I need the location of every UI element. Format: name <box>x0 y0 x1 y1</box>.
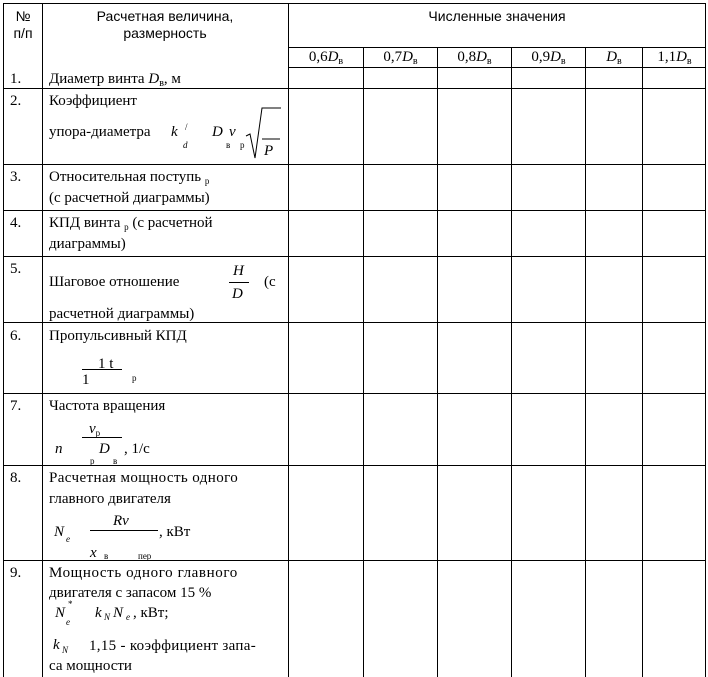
formula-subscript: в <box>104 551 109 561</box>
row-8-label-cont: главного двигателя <box>49 491 171 507</box>
fraction-bar <box>229 282 249 283</box>
row-2-label-cont: упора-диаметра <box>49 124 151 140</box>
row-8-label: Расчетная мощность одного <box>49 470 239 486</box>
formula-subscript: e <box>66 617 70 627</box>
fraction-bar <box>82 437 122 438</box>
formula-symbol: D <box>212 124 223 140</box>
formula-symbol: N <box>54 524 65 540</box>
row-number: 1. <box>10 71 22 87</box>
header-num-label: № п/п <box>13 8 33 41</box>
formula-subscript: d <box>183 140 188 150</box>
fraction-bar <box>90 530 158 531</box>
formula-symbol: H <box>233 263 244 279</box>
formula-denominator: D <box>99 441 110 457</box>
column-header: $0,7D_в$ <box>383 49 418 67</box>
row-number: 7. <box>10 398 22 414</box>
row-6-label: Пропульсивный КПД <box>49 328 187 344</box>
row-7-label: Частота вращения <box>49 398 166 414</box>
column-header: $1,1D_в$ <box>657 49 692 67</box>
formula-numerator: 1 t <box>98 356 114 372</box>
formula-symbol: k <box>171 124 178 140</box>
row-9-label: Мощность одного главного <box>49 565 238 581</box>
formula-unit: , 1/с <box>124 441 150 457</box>
formula-subscript: e <box>126 612 130 622</box>
row-number: 3. <box>10 169 22 185</box>
formula-symbol: k <box>95 605 102 621</box>
row-5-label-paren: (с <box>264 274 276 290</box>
row-number: 9. <box>10 565 22 581</box>
row-number: 2. <box>10 93 22 109</box>
row-2-label: Коэффициент <box>49 93 137 109</box>
column-header: $0,8D_в$ <box>457 49 492 67</box>
formula-subscript: N <box>104 612 111 622</box>
formula-symbol: / <box>185 122 188 132</box>
row-4-label: КПД винта $_р$ (с расчетной <box>49 215 213 232</box>
column-header: $0,6D_в$ <box>308 49 344 67</box>
row-9-label-end: са мощности <box>49 658 132 674</box>
formula-subscript: в <box>113 456 118 466</box>
row-number: 8. <box>10 470 22 486</box>
row-3-label-cont: (с расчетной диаграммы) <box>49 190 210 206</box>
row-1-label: Диаметр винта $D_в$, м <box>49 71 181 89</box>
row-9-coef-text: 1,15 - коэффициент запа- <box>89 638 256 654</box>
row-5-label-cont: расчетной диаграммы) <box>49 306 195 322</box>
fraction-bar <box>82 369 122 370</box>
formula-numerator: Rv <box>113 513 129 529</box>
formula-subscript: р <box>90 456 95 466</box>
formula-symbol: k <box>53 637 60 653</box>
row-number: 5. <box>10 261 22 277</box>
formula-unit: , кВт; <box>133 605 169 621</box>
column-header: $0,9D_в$ <box>531 49 566 67</box>
column-header: $D_в$ <box>606 49 622 67</box>
row-4-label-cont: диаграммы) <box>49 236 126 252</box>
formula-superscript: * <box>68 599 73 609</box>
formula-numerator: $v_р$ <box>89 421 101 438</box>
formula-symbol: P <box>264 143 274 159</box>
formula-symbol: v <box>229 124 236 140</box>
formula-subscript: N <box>62 645 69 655</box>
row-number: 6. <box>10 328 22 344</box>
formula-denominator: x <box>90 545 97 561</box>
row-3-label: Относительная поступь $_р$ <box>49 169 210 186</box>
formula-subscript: р <box>240 140 245 150</box>
header-quantity-label: Расчетная величина, размерность <box>96 8 234 41</box>
formula-symbol: n <box>55 441 63 457</box>
formula-subscript: в <box>226 140 231 150</box>
formula-subscript: e <box>66 534 70 544</box>
header-values-label: Численные значения <box>428 8 566 24</box>
formula-symbol: D <box>232 286 243 302</box>
formula-subscript: пер <box>138 551 152 561</box>
row-9-label-cont: двигателя с запасом 15 % <box>49 585 212 601</box>
formula-symbol: N <box>113 605 124 621</box>
formula-unit: , кВт <box>159 524 191 540</box>
formula-denominator: 1 <box>82 372 90 388</box>
row-5-label: Шаговое отношение <box>49 274 180 290</box>
row-number: 4. <box>10 215 22 231</box>
formula-subscript: р <box>132 373 137 383</box>
formula-symbol: N <box>55 605 66 621</box>
